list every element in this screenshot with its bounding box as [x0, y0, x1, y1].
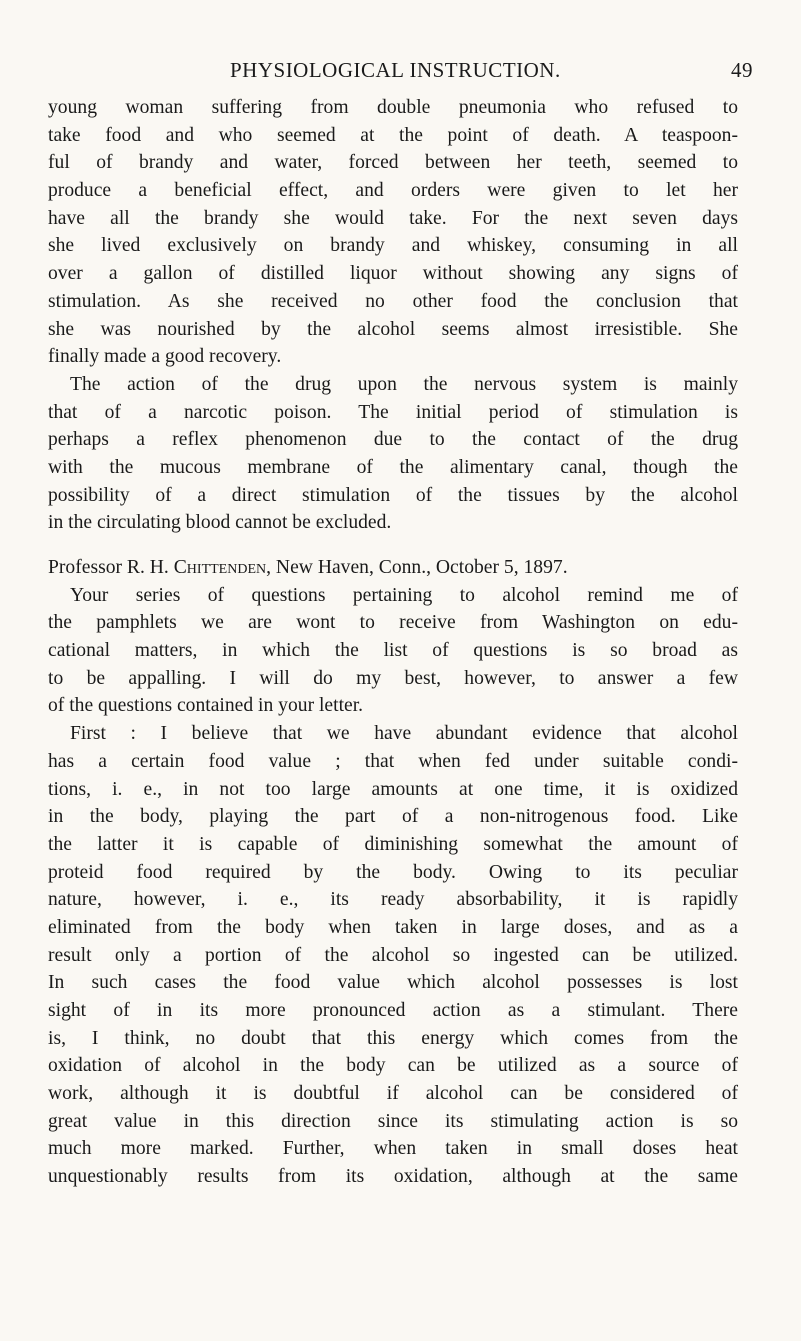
- text-line: tions, i. e., in not too large amounts at one time, it is oxidized: [48, 778, 738, 800]
- paragraph-1: [48, 94, 738, 371]
- text-line: First : I believe that we have abundant evidence that alcohol: [70, 723, 738, 745]
- paragraph-3: [48, 582, 738, 720]
- text-line: cational matters, in which the list of questions is so broad as: [48, 640, 738, 662]
- text-line: much more marked. Further, when taken in small doses heat: [48, 1138, 738, 1160]
- attribution-place-date: , New Haven, Conn., October 5, 1897.: [266, 557, 568, 578]
- text-line: great value in this direction since its stimulating action is so: [48, 1110, 738, 1132]
- text-line: the latter it is capable of diminishing somewhat the amount of: [48, 833, 738, 855]
- text-line: nature, however, i. e., its ready absorbability, it is rapidly: [48, 889, 738, 911]
- text-line: possibility of a direct stimulation of the tissues by the alcohol: [48, 484, 738, 506]
- attribution-prefix: Professor R. H.: [48, 557, 174, 578]
- text-line: result only a portion of the alcohol so ingested can be utilized.: [48, 944, 738, 966]
- text-line: proteid food required by the body. Owing to its peculiar: [48, 861, 738, 883]
- text-line: stimulation. As she received no other food the conclusion that: [48, 290, 738, 312]
- text-line: The action of the drug upon the nervous system is mainly: [70, 373, 738, 395]
- text-line: is, I think, no doubt that this energy which comes from the: [48, 1027, 738, 1049]
- text-line: finally made a good recovery.: [48, 346, 282, 368]
- text-line: ful of brandy and water, forced between her teeth, seemed to: [48, 152, 738, 174]
- text-line: she lived exclusively on brandy and whiskey, consuming in all: [48, 235, 738, 257]
- text-line: the pamphlets we are wont to receive from Washington on edu-: [48, 612, 738, 634]
- text-line: In such cases the food value which alcohol possesses is lost: [48, 972, 738, 994]
- text-line: young woman suffering from double pneumonia who refused to: [48, 97, 738, 118]
- running-title: PHYSIOLOGICAL INSTRUCTION.: [230, 58, 561, 82]
- text-line: that of a narcotic poison. The initial period of stimulation is: [48, 401, 738, 423]
- text-line: with the mucous membrane of the alimentary canal, though the: [48, 456, 738, 478]
- text-line: sight of in its more pronounced action as a stimulant. There: [48, 1000, 738, 1021]
- text-line: Your series of questions pertaining to alcohol remind me of: [70, 584, 738, 606]
- text-line: have all the brandy she would take. For the next seven days: [48, 207, 738, 229]
- letter-attribution: [48, 554, 738, 582]
- text-line: produce a beneficial effect, and orders were given to let her: [48, 180, 738, 202]
- text-line: has a certain food value ; that when fed under suitable condi-: [48, 750, 738, 772]
- page-number: 49: [731, 58, 753, 82]
- text-line: eliminated from the body when taken in large doses, and as a: [48, 916, 738, 938]
- text-line: unquestionably results from its oxidation, although at the same: [48, 1166, 738, 1188]
- text-line: she was nourished by the alcohol seems almost irresistible. She: [48, 318, 738, 340]
- text-line: work, although it is doubtful if alcohol can be considered of: [48, 1083, 738, 1105]
- text-line: take food and who seemed at the point of death. A teaspoon-: [48, 124, 738, 146]
- paragraph-2: [48, 371, 738, 537]
- text-line: to be appalling. I will do my best, however, to answer a few: [48, 667, 738, 689]
- text-line: in the body, playing the part of a non-nitrogenous food. Like: [48, 806, 738, 828]
- text-line: in the circulating blood cannot be excluded.: [48, 512, 392, 534]
- page-header: [118, 58, 753, 84]
- text-line: over a gallon of distilled liquor without showing any signs of: [48, 263, 738, 285]
- paragraph-4: [48, 720, 738, 1191]
- body-text: [48, 94, 738, 1191]
- text-line: oxidation of alcohol in the body can be utilized as a source of: [48, 1055, 738, 1077]
- attribution-name: Chittenden: [173, 557, 267, 578]
- text-line: perhaps a reflex phenomenon due to the contact of the drug: [48, 429, 738, 451]
- text-line: of the questions contained in your letter.: [48, 695, 364, 717]
